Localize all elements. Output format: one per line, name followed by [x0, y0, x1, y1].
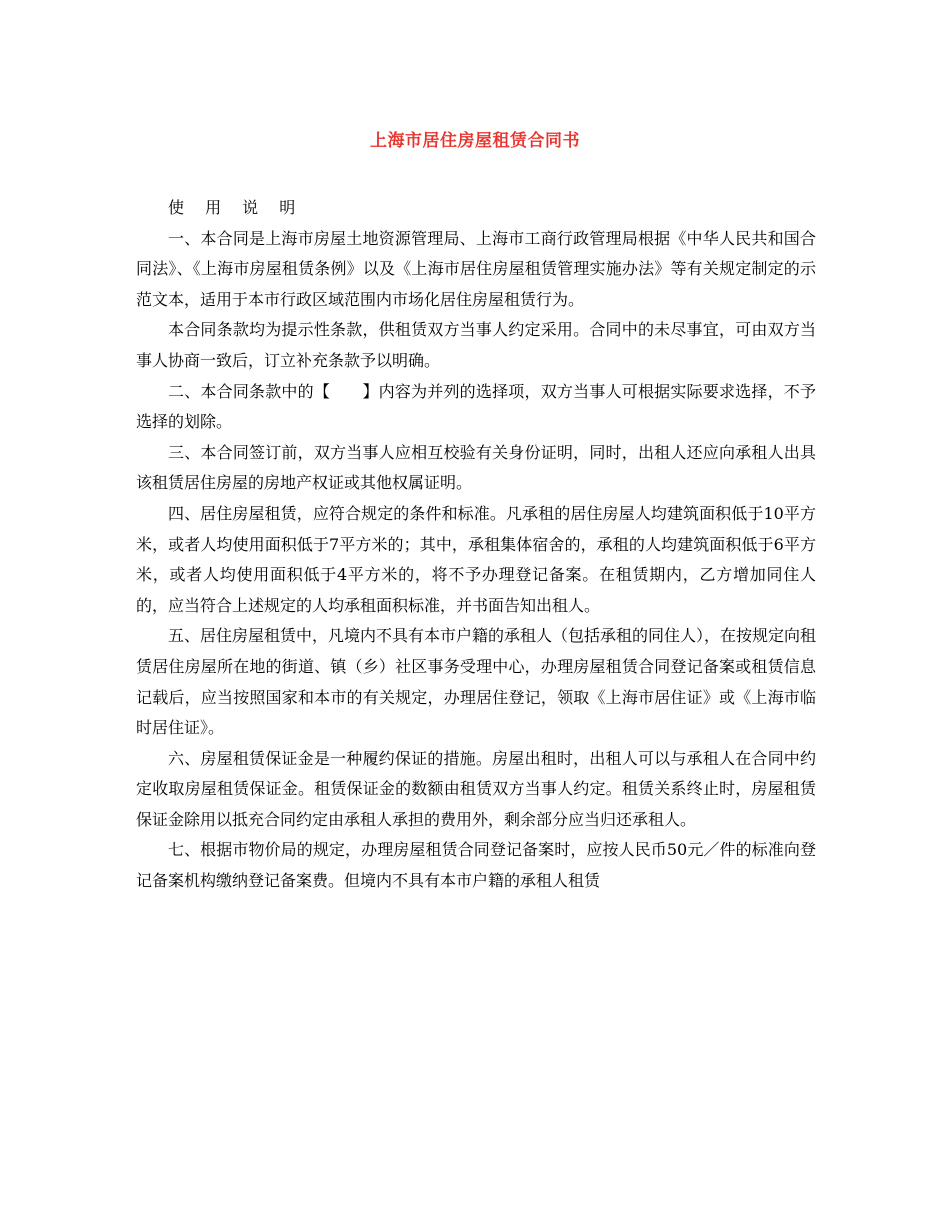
paragraph-2: 本合同条款均为提示性条款，供租赁双方当事人约定采用。合同中的未尽事宜，可由双方当事人协商一致后，订立补充条款予以明确。	[136, 320, 816, 370]
paragraph-1: 一、本合同是上海市房屋土地资源管理局、上海市工商行政管理局根据《中华人民共和国合同法》、《上海市房屋租赁条例》以及《上海市居住房屋租赁管理实施办法》等有关规定制定的示范文本，适用于本市行政区域范围内市场化居住房屋租赁行为。	[136, 228, 816, 309]
paragraph-3: 二、本合同条款中的【 】内容为并列的选择项，双方当事人可根据实际要求选择，不予选择的划除。	[136, 381, 816, 432]
paragraph-7: 六、房屋租赁保证金是一种履约保证的措施。房屋出租时，出租人可以与承租人在合同中约定收取房屋租赁保证金。租赁保证金的数额由租赁双方当事人约定。租赁关系终止时，房屋租赁保证金除用以抵充合同约定由承租人承担的费用外，剩余部分应当归还承租人。	[136, 748, 816, 829]
paragraph-4: 三、本合同签订前，双方当事人应相互校验有关身份证明，同时，出租人还应向承租人出具该租赁居住房屋的房地产权证或其他权属证明。	[136, 442, 816, 493]
section-heading: 使 用 说 明	[168, 198, 304, 217]
paragraph-8: 七、根据市物价局的规定，办理房屋租赁合同登记备案时，应按人民币50元／件的标准向登记备案机构缴纳登记备案费。但境内不具有本市户籍的承租人租赁	[136, 840, 816, 891]
document-body	[136, 193, 816, 897]
paragraph-5: 四、居住房屋租赁，应符合规定的条件和标准。凡承租的居住房屋人均建筑面积低于10平方米，或者人均使用面积低于7平方米的；其中，承租集体宿舍的，承租的人均建筑面积低于6平方米，或者人均使用面积低于4平方米的，将不予办理登记备案。在租赁期内，乙方增加同住人的，应当符合上述规定的人均承租面积标准，并书面告知出租人。	[136, 503, 816, 615]
paragraph-6: 五、居住房屋租赁中，凡境内不具有本市户籍的承租人（包括承租的同住人），在按规定向租赁居住房屋所在地的街道、镇（乡）社区事务受理中心，办理房屋租赁合同登记备案或租赁信息记载后，应当按照国家和本市的有关规定，办理居住登记，领取《上海市居住证》或《上海市临时居住证》。	[136, 626, 817, 738]
document-title: 上海市居住房屋租赁合同书	[370, 131, 580, 151]
